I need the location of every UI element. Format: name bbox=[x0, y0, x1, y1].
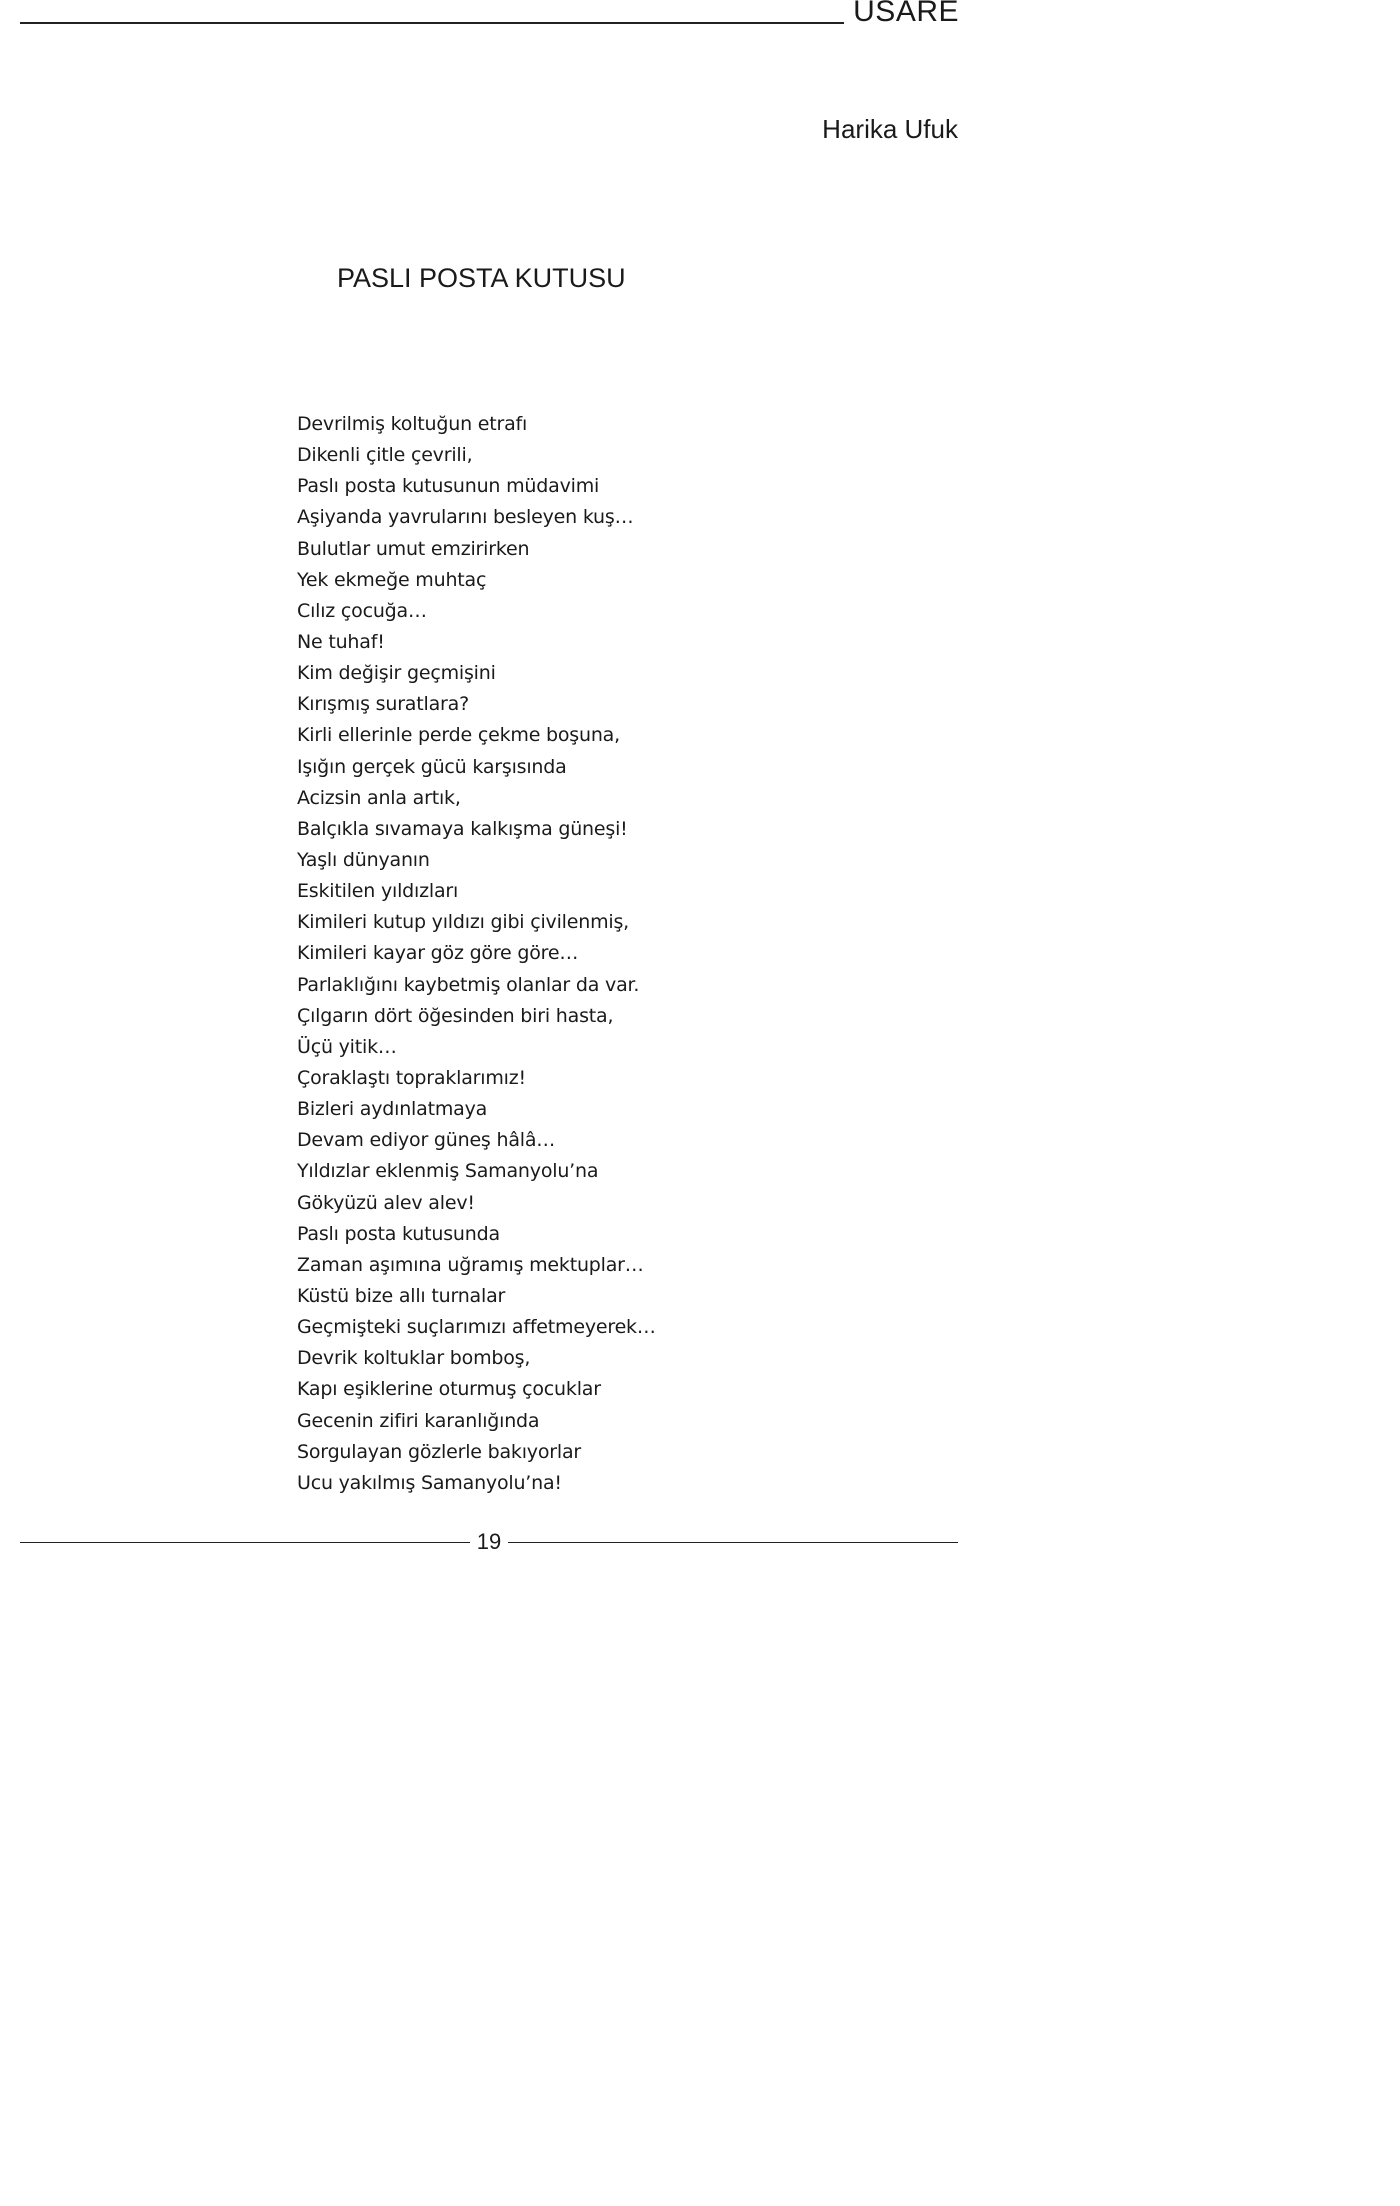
magazine-name: USARE bbox=[853, 0, 959, 28]
poem-line: Paslı posta kutusunda bbox=[297, 1222, 500, 1245]
poem-line: Eskitilen yıldızları bbox=[297, 880, 459, 903]
poem-body bbox=[297, 409, 656, 1499]
poem-line: Yıldızlar eklenmiş Samanyolu’na bbox=[297, 1160, 599, 1183]
poem-line: Ucu yakılmış Samanyolu’na! bbox=[297, 1471, 562, 1494]
poem-line: Gökyüzü alev alev! bbox=[297, 1191, 475, 1214]
header-rule bbox=[20, 22, 844, 24]
poem-line: Zaman aşımına uğramış mektuplar… bbox=[297, 1253, 644, 1276]
poem-line: Kapı eşiklerine oturmuş çocuklar bbox=[297, 1378, 601, 1401]
poem-line: Parlaklığını kaybetmiş olanlar da var. bbox=[297, 973, 640, 996]
poem-line: Paslı posta kutusunun müdavimi bbox=[297, 475, 600, 498]
poem-line: Aşiyanda yavrularını besleyen kuş… bbox=[297, 506, 634, 529]
poem-line: Çılgarın dört öğesinden biri hasta, bbox=[297, 1004, 614, 1027]
poem-line: Işığın gerçek gücü karşısında bbox=[297, 755, 567, 778]
poem-line: Bizleri aydınlatmaya bbox=[297, 1098, 488, 1121]
poem-line: Balçıkla sıvamaya kalkışma güneşi! bbox=[297, 817, 628, 840]
poem-line: Gecenin zifiri karanlığında bbox=[297, 1409, 540, 1432]
poem-line: Kimileri kayar göz göre göre… bbox=[297, 942, 579, 965]
poem-line: Ne tuhaf! bbox=[297, 630, 385, 653]
poem-line: Kırışmış suratlara? bbox=[297, 693, 469, 716]
poem-title: PASLI POSTA KUTUSU bbox=[337, 263, 626, 293]
poem-line: Bulutlar umut emzirirken bbox=[297, 537, 530, 560]
poem-line: Yaşlı dünyanın bbox=[297, 848, 430, 871]
poem-line: Cılız çocuğa… bbox=[297, 599, 427, 622]
poem-line: Kim değişir geçmişini bbox=[297, 662, 496, 685]
footer-rule-right bbox=[508, 1542, 958, 1543]
poem-line: Sorgulayan gözlerle bakıyorlar bbox=[297, 1440, 582, 1463]
poem-line: Kimileri kutup yıldızı gibi çivilenmiş, bbox=[297, 911, 630, 934]
poem-line: Yek ekmeğe muhtaç bbox=[297, 568, 487, 591]
poem-line: Acizsin anla artık, bbox=[297, 786, 461, 809]
poem-line: Devrik koltuklar bomboş, bbox=[297, 1347, 531, 1370]
poem-line: Kirli ellerinle perde çekme boşuna, bbox=[297, 724, 620, 747]
poem-line: Devam ediyor güneş hâlâ… bbox=[297, 1129, 556, 1152]
poem-line: Geçmişteki suçlarımızı affetmeyerek… bbox=[297, 1316, 656, 1339]
poem-line: Küstü bize allı turnalar bbox=[297, 1284, 506, 1307]
poem-line: Üçü yitik… bbox=[297, 1035, 397, 1058]
poem-line: Çoraklaştı topraklarımız! bbox=[297, 1066, 526, 1089]
poem-line: Devrilmiş koltuğun etrafı bbox=[297, 413, 528, 435]
footer-rule-left bbox=[20, 1542, 470, 1543]
poem-line: Dikenli çitle çevrili, bbox=[297, 444, 473, 467]
author-name: Harika Ufuk bbox=[822, 114, 958, 144]
page-number: 19 bbox=[476, 1529, 502, 1554]
